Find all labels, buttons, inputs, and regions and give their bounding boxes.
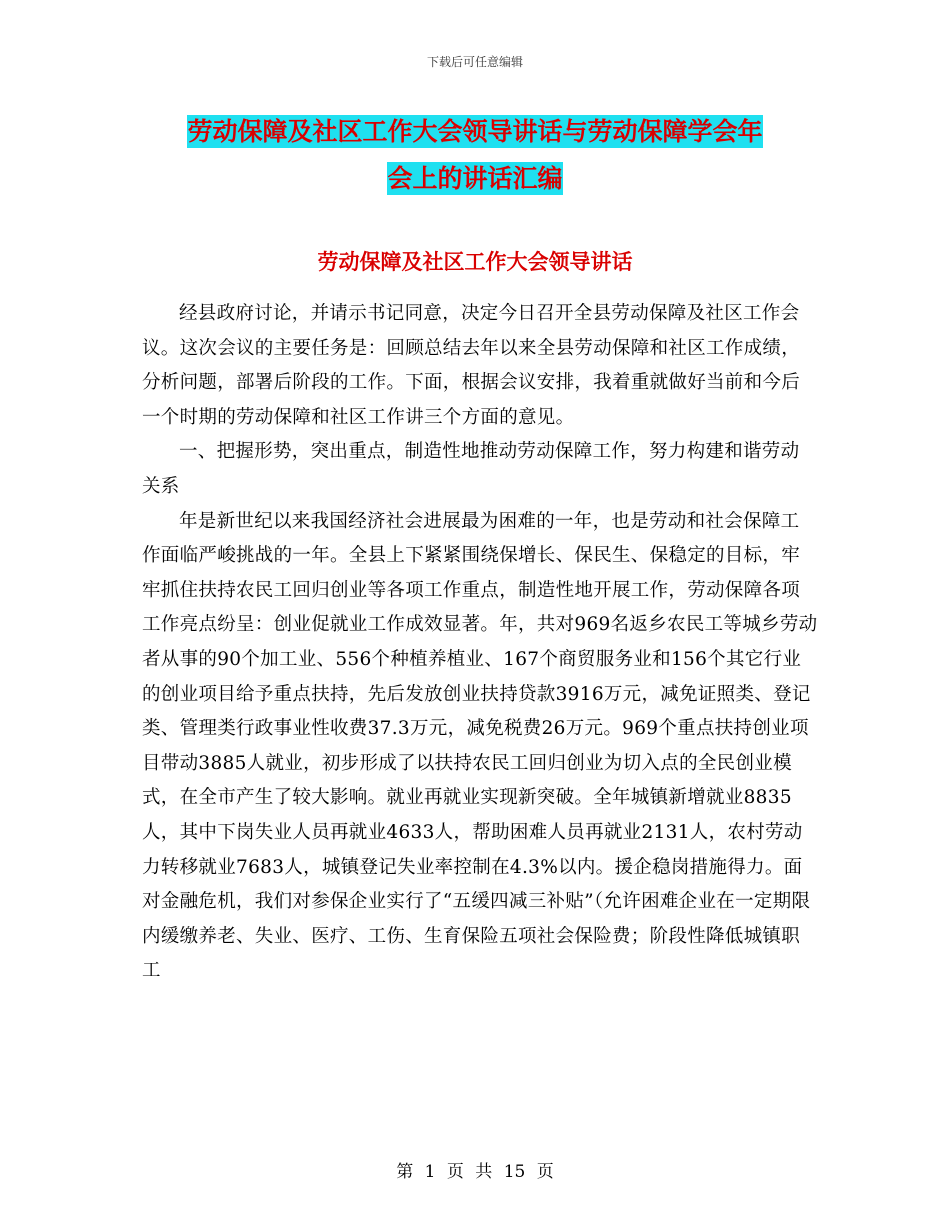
section-title: 劳动保障及社区工作大会领导讲话 (317, 250, 633, 274)
body-text (142, 297, 818, 989)
page-number: 第 1 页 共 15 页 (396, 1162, 554, 1182)
paragraph-heading: 一、把握形势，突出重点，制造性地推动劳动保障工作，努力构建和谐劳动关系 (142, 441, 800, 497)
paragraph: 年是新世纪以来我国经济社会进展最为困难的一年，也是劳动和社会保障工作面临严峻挑战的一年。全县上下紧紧围绕保增长、保民生、保稳定的目标，牢牢抓住扶持农民工回归创业等各项工作重点，制造性地开展工作，劳动保障各项工作亮点纷呈：创业促就业工作成效显著。年，共对969名返乡农民工等城乡劳动者从事的90个加工业、556个种植养植业、167个商贸服务业和156个其它行业的创业项目给予重点扶持，先后发放创业扶持贷款3916万元，减免证照类、登记类、管理类行政事业性收费37.3万元，减免税费26万元。969个重点扶持创业项目带动3885人就业，初步形成了以扶持农民工回归创业为切入点的全民创业模式，在全市产生了较大影响。就业再就业实现新突破。全年城镇新增就业8835人，其中下岗失业人员再就业4633人，帮助困难人员再就业2131人，农村劳动力转移就业7683人，城镇登记失业率控制在4.3%以内。援企稳岗措施得力。面对金融危机，我们对参保企业实行了“五缓四减三补贴”（允许困难企业在一定期限内缓缴养老、失业、医疗、工伤、生育保险五项社会保险费；阶段性降低城镇职工 (142, 510, 818, 982)
document-title (130, 108, 820, 202)
title-line-1: 劳动保障及社区工作大会领导讲话与劳动保障学会年 (187, 117, 763, 146)
paragraph: 经县政府讨论，并请示书记同意，决定今日召开全县劳动保障及社区工作会议。这次会议的主要任务是：回顾总结去年以来全县劳动保障和社区工作成绩，分析问题，部署后阶段的工作。下面，根据会议安排，我着重就做好当前和今后一个时期的劳动保障和社区工作讲三个方面的意见。 (142, 303, 801, 428)
header-note: 下载后可任意编辑 (426, 55, 523, 69)
title-line-2: 会上的讲话汇编 (387, 164, 563, 193)
